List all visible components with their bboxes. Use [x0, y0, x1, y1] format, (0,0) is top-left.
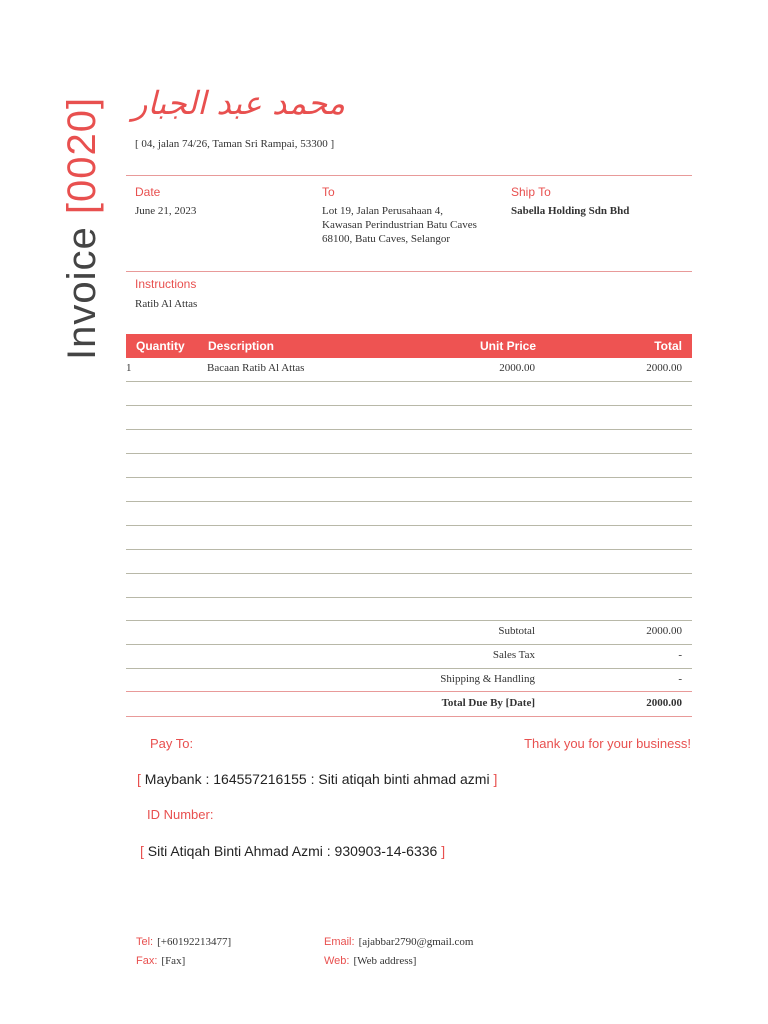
row-line [126, 691, 692, 692]
row-line [126, 405, 692, 406]
to-address-line: Kawasan Perindustrian Batu Caves [322, 219, 477, 231]
header-total: Total [654, 339, 682, 353]
row-description: Bacaan Ratib Al Attas [207, 362, 305, 374]
row-line [126, 381, 692, 382]
fax-value: [Fax] [161, 955, 186, 967]
id-number-label: ID Number: [147, 807, 214, 822]
footer-email [324, 932, 473, 950]
divider [126, 271, 692, 272]
row-line [126, 573, 692, 574]
sales-tax-label: Sales Tax [492, 649, 535, 661]
thank-you-message: Thank you for your business! [524, 736, 691, 751]
row-line [126, 597, 692, 598]
to-address-line: 68100, Batu Caves, Selangor [322, 233, 451, 245]
row-quantity: 1 [126, 362, 132, 374]
footer-tel [136, 932, 231, 950]
ship-to-label: Ship To [511, 185, 551, 199]
id-details: [ Siti Atiqah Binti Ahmad Azmi : 930903-14-6336 ] [140, 843, 446, 859]
date-label: Date [135, 185, 161, 199]
bank-details-text: Maybank : 164557216155 : Siti atiqah binti ahmad azmi [140, 771, 494, 787]
total-due-label: Total Due By [Date] [441, 697, 535, 709]
invoice-title-word: Invoice [60, 226, 104, 360]
row-line [126, 644, 692, 645]
row-line [126, 620, 692, 621]
row-line [126, 549, 692, 550]
row-unit-price: 2000.00 [499, 362, 535, 374]
divider [126, 175, 692, 176]
header-quantity: Quantity [136, 339, 185, 353]
to-address-line: Lot 19, Jalan Perusahaan 4, [322, 205, 443, 217]
web-value[interactable]: [Web address] [353, 955, 417, 967]
tel-value: [+60192213477] [157, 936, 232, 948]
pay-to-label: Pay To: [150, 736, 194, 751]
id-details-text: Siti Atiqah Binti Ahmad Azmi : 930903-14-6336 [143, 843, 442, 859]
bank-details: [ Maybank : 164557216155 : Siti atiqah binti ahmad azmi ] [137, 771, 498, 787]
instructions-value: Ratib Al Attas [135, 298, 198, 310]
total-due-value: 2000.00 [646, 697, 682, 709]
row-line [126, 501, 692, 502]
fax-label: Fax: [136, 955, 158, 967]
tel-label: Tel: [136, 936, 154, 948]
instructions-label: Instructions [135, 277, 197, 291]
to-label: To [322, 185, 335, 199]
row-line [126, 668, 692, 669]
subtotal-label: Subtotal [498, 625, 535, 637]
web-label: Web: [324, 955, 350, 967]
footer-web [324, 951, 416, 969]
row-line [126, 453, 692, 454]
items-table-header [126, 334, 692, 358]
email-value[interactable]: [ajabbar2790@gmail.com [358, 936, 474, 948]
invoice-number: [0020] [60, 96, 104, 215]
sales-tax-value: - [678, 649, 682, 661]
footer-fax [136, 951, 185, 969]
shipping-label: Shipping & Handling [440, 673, 535, 685]
header-description: Description [208, 339, 275, 353]
to-address [322, 204, 477, 246]
invoice-title [62, 97, 102, 360]
date-value: June 21, 2023 [135, 205, 197, 217]
row-line [126, 525, 692, 526]
email-label: Email: [324, 936, 355, 948]
shipping-value: - [678, 673, 682, 685]
row-total: 2000.00 [646, 362, 682, 374]
subtotal-value: 2000.00 [646, 625, 682, 637]
company-name: محمد عبد الجبار [132, 84, 346, 122]
ship-to-value: Sabella Holding Sdn Bhd [511, 205, 630, 217]
company-address: [ 04, jalan 74/26, Taman Sri Rampai, 53300 ] [135, 138, 335, 150]
row-line [126, 716, 692, 717]
header-unit-price: Unit Price [479, 339, 536, 353]
row-line [126, 477, 692, 478]
row-line [126, 429, 692, 430]
